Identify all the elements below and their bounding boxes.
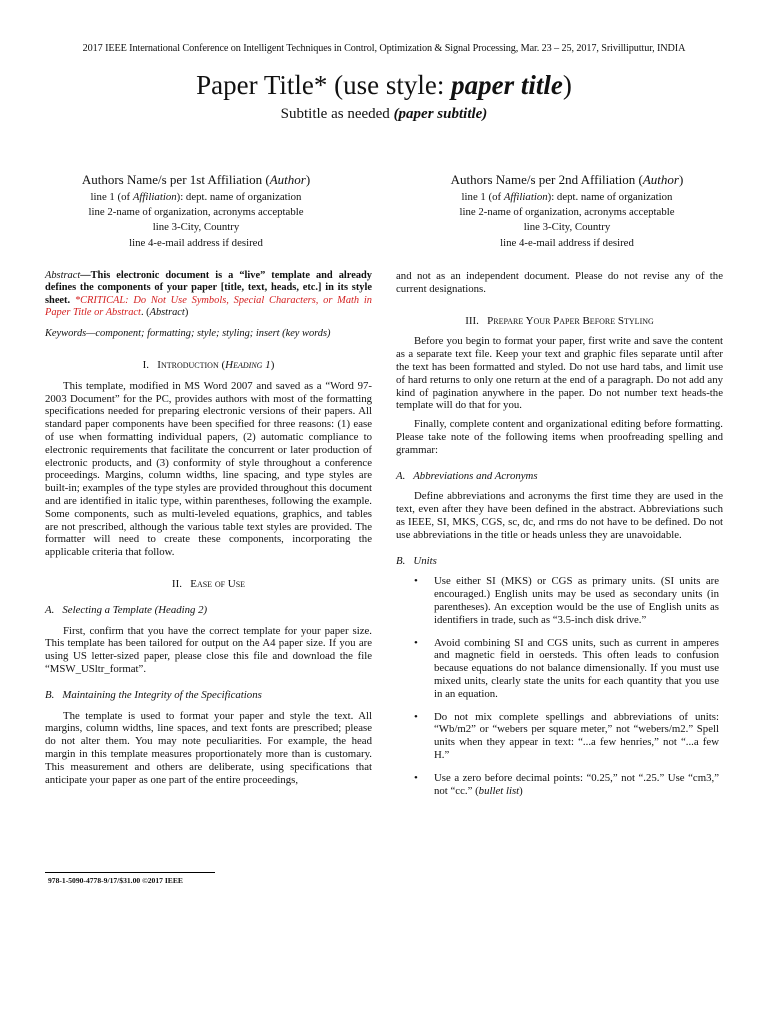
footer-divider <box>45 872 215 873</box>
author-line-3: line 3-City, Country <box>152 221 240 234</box>
author-line-2: line 2-name of organization, acronyms acceptable <box>459 206 675 219</box>
keywords: Keywords—component; formatting; style; styling; insert (key words) <box>45 327 331 339</box>
maintaining-integrity-continued: and not as an independent document. Please do not revise any of the current designations. <box>396 270 723 295</box>
author-line-4: line 4-e-mail address if desired <box>500 236 634 249</box>
author-line-2: line 2-name of organization, acronyms acceptable <box>88 206 304 219</box>
right-column <box>396 270 723 807</box>
paper-subtitle: Subtitle as needed (paper subtitle) <box>280 106 488 122</box>
section-heading-prepare-paper: III. Prepare Your Paper Before Styling <box>465 314 654 327</box>
subtitle-style-name: (paper subtitle) <box>393 106 488 122</box>
paper-title: Paper Title* (use style: paper title) <box>196 70 572 100</box>
intro-paragraph: This template, modified in MS Word 2007 and saved as a “Word 97-2003 Document” for the PC, provides authors with most of the formatting specifications needed for preparing electronic versions of their papers. All standard paper components have been specified for three reasons: (1) ease of use when formatting individual papers, (2) automatic compliance to electronic requirements that facilitate the concurrent or later production of electronic products, and (3) conformity of style throughout a conference proceedings. Margins, column widths, line spacing, and type styles are built-in; examples of the type styles are provided throughout this document and are identified in italic type, within parentheses, following the example. Some components, such as multi-leveled equations, graphics, and tables are not prescribed, although the various table text styles are provided. The formatter will need to create these components, incorporating the applicable criteria that follow. <box>45 379 372 559</box>
subsection-heading-abbreviations: A. Abbreviations and Acronyms <box>396 469 538 482</box>
subsection-heading-selecting-template: A. Selecting a Template (Heading 2) <box>45 603 208 616</box>
section-heading-introduction: I. Introduction (Heading 1) <box>142 359 275 372</box>
prepare-paragraph-1: Before you begin to format your paper, first write and save the content as a separate text file. Keep your text and graphic files separate until after the text has been formatted and styled. Do not use hard tabs, and limit use of hard returns to only one return at the end of a paragraph. Do not add any kind of pagination anywhere in the paper. Do not number text heads-the template will do that for you. <box>396 335 723 412</box>
copyright-footer: 978-1-5090-4778-9/17/$31.00 ©2017 IEEE <box>48 876 183 885</box>
bullet-icon: • <box>414 636 418 649</box>
section-heading-ease-of-use: II. Ease of Use <box>171 577 246 590</box>
conference-header: 2017 IEEE International Conference on Intelligent Techniques in Control, Optimization & Signal Processing, Mar. 23 – 25, 2017, Srivilliputtur, INDIA <box>82 43 686 54</box>
author-line-4: line 4-e-mail address if desired <box>129 236 263 249</box>
subsection-heading-maintaining-integrity: B. Maintaining the Integrity of the Specifications <box>45 688 262 701</box>
subsection-heading-units: B. Units <box>396 554 437 567</box>
author-name: Authors Name/s per 1st Affiliation (Author) <box>81 172 311 187</box>
title-style-name: paper title <box>451 70 563 100</box>
author-line-1: line 1 (of Affiliation): dept. name of organization <box>90 191 302 203</box>
list-item: • Use a zero before decimal points: “0.25,” not “.25.” Use “cm3,” not “cc.” (bullet list) <box>414 771 719 797</box>
list-item: • Do not mix complete spellings and abbreviations of units: “Wb/m2” or “webers per square meter,” not “webers/m2.” Spell units when they appear in text: “...a few henries,” not “...a few H.” <box>414 710 719 761</box>
abbreviations-paragraph: Define abbreviations and acronyms the first time they are used in the text, even after they have been defined in the abstract. Abbreviations such as IEEE, SI, MKS, CGS, sc, dc, and rms do not have to be defined. Do not use abbreviations in the title or heads unless they are unavoidable. <box>396 490 723 541</box>
bullet-icon: • <box>414 575 418 588</box>
bullet-icon: • <box>414 771 418 784</box>
author-line-1: line 1 (of Affiliation): dept. name of organization <box>461 191 673 203</box>
author-line-3: line 3-City, Country <box>523 221 611 234</box>
list-item: • Avoid combining SI and CGS units, such as current in amperes and magnetic field in oersteds. This often leads to confusion because equations do not balance dimensionally. If you must use mixed units, clearly state the units for each quantity that you use in an equation. <box>414 636 719 700</box>
author-block-2 <box>407 170 727 251</box>
bullet-icon: • <box>414 710 418 723</box>
left-column <box>45 270 372 786</box>
abstract-critical-note: *CRITICAL: Do Not Use Symbols, Special Characters, or Math in Paper Title or Abstract <box>45 294 372 319</box>
author-block-1 <box>36 170 356 251</box>
prepare-paragraph-2: Finally, complete content and organizational editing before formatting. Please take note of the following items when proofreading spelling and grammar: <box>396 418 723 456</box>
author-name: Authors Name/s per 2nd Affiliation (Author) <box>450 172 684 187</box>
selecting-template-paragraph: First, confirm that you have the correct template for your paper size. This template has been tailored for output on the A4 paper size. If you are using US letter-sized paper, please close this file and download the file “MSW_USltr_format”. <box>45 624 372 675</box>
maintaining-integrity-paragraph: The template is used to format your paper and style the text. All margins, column widths, line spaces, and text fonts are prescribed; please do not alter them. You may note peculiarities. For example, the head margin in this template measures proportionately more than is customary. This measurement and others are deliberate, using specifications that anticipate your paper as one part of the entire proceedings, <box>45 709 372 786</box>
list-item: • Use either SI (MKS) or CGS as primary units. (SI units are encouraged.) English units may be used as secondary units (in parentheses). An exception would be the use of English units as identifiers in trade, such as “3.5-inch disk drive.” <box>414 575 719 626</box>
units-bullet-list <box>396 575 723 797</box>
abstract: Abstract—This electronic document is a “live” template and already defines the components of your paper [title, text, heads, etc.] in its style sheet. *CRITICAL: Do Not Use Symbols, Special Characters, or Math in Paper Title or Abstract. (Abstract) <box>45 270 372 319</box>
